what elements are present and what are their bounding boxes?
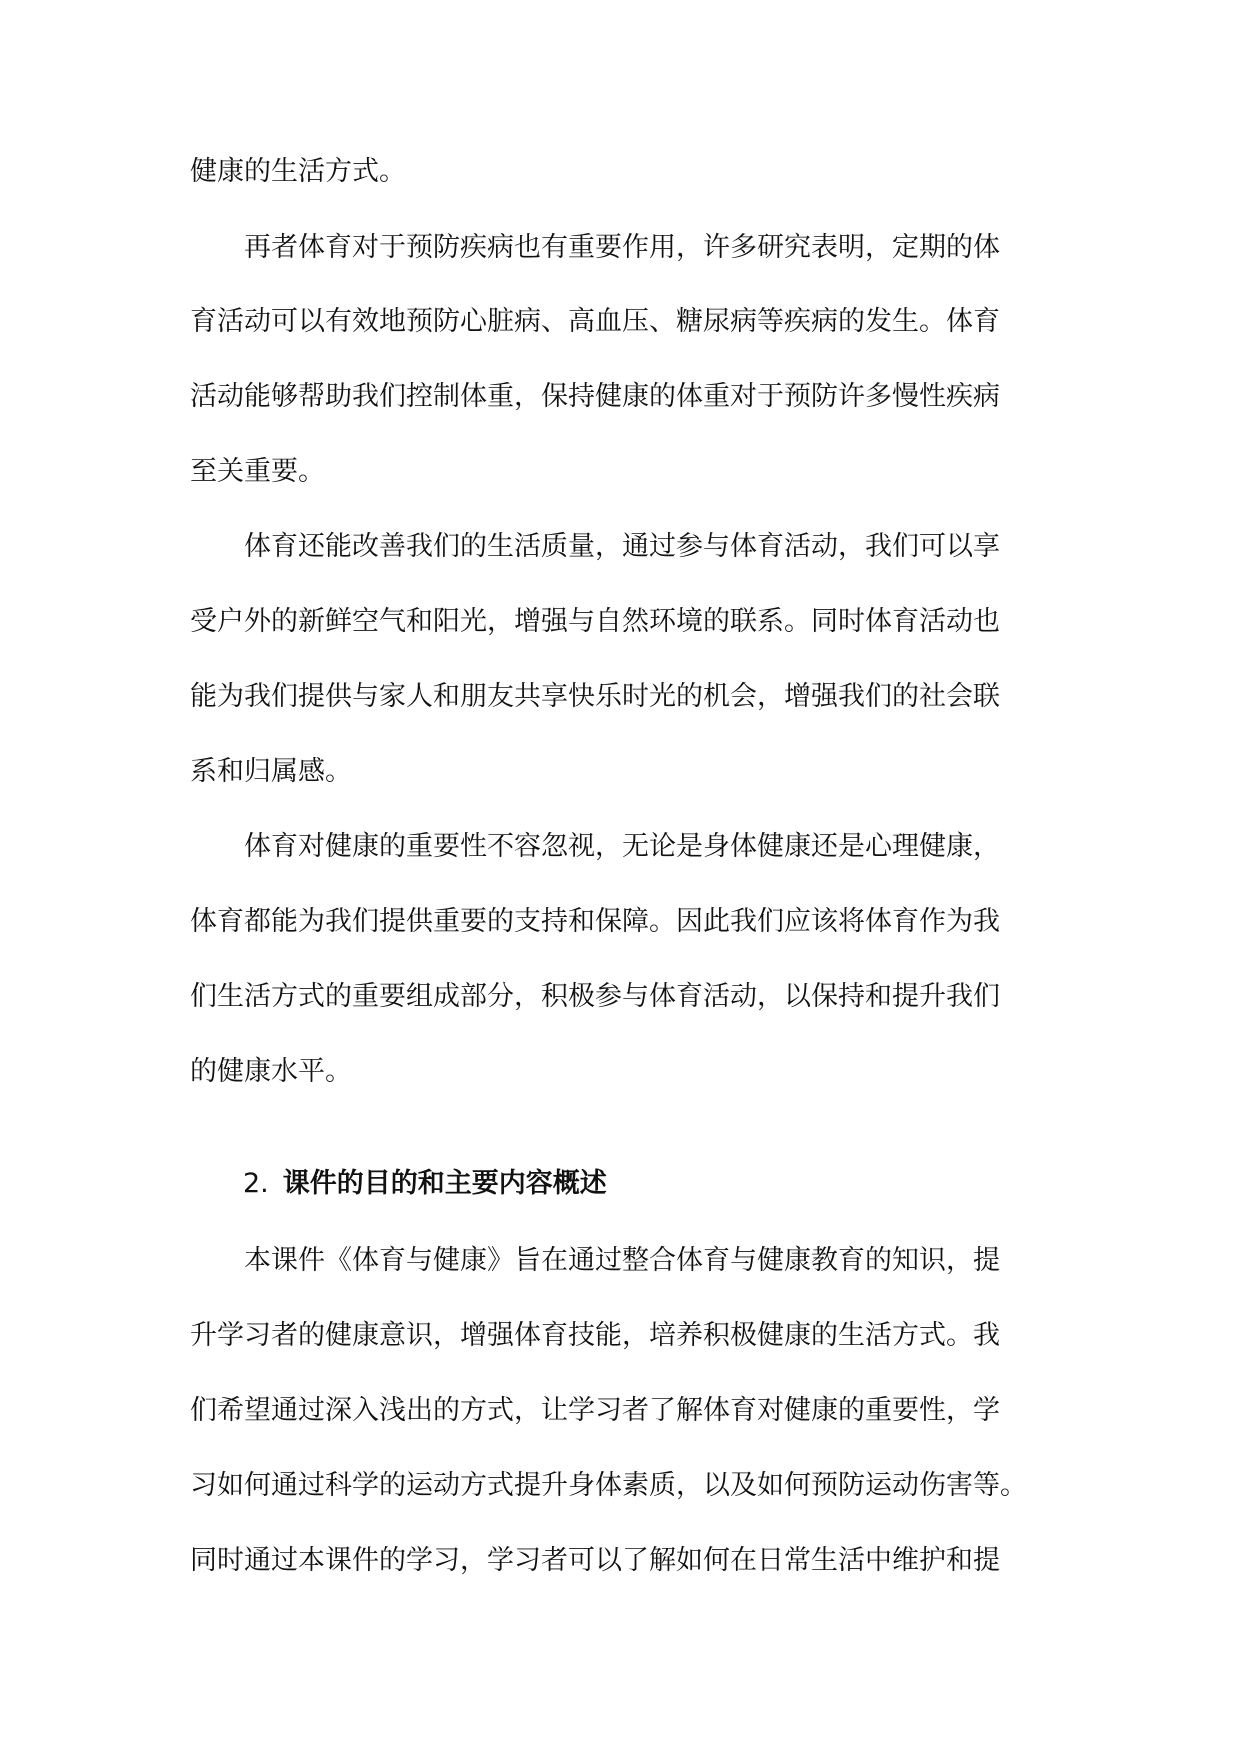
- text-line: 的健康水平。: [190, 1056, 352, 1087]
- text-line: 系和归属感。: [190, 756, 352, 787]
- text-line: 同时通过本课件的学习，学习者可以了解如何在日常生活中维护和提: [190, 1545, 1000, 1576]
- text-line: 活动能够帮助我们控制体重，保持健康的体重对于预防许多慢性疾病: [190, 381, 1000, 412]
- text-line: 能为我们提供与家人和朋友共享快乐时光的机会，增强我们的社会联: [190, 681, 1000, 712]
- text-line: 体育都能为我们提供重要的支持和保障。因此我们应该将体育作为我: [190, 906, 1000, 937]
- text-line: 育活动可以有效地预防心脏病、高血压、糖尿病等疾病的发生。体育: [190, 306, 1000, 337]
- text-line: 本课件《体育与健康》旨在通过整合体育与健康教育的知识，提: [190, 1245, 1000, 1276]
- text-line: 们希望通过深入浅出的方式，让学习者了解体育对健康的重要性，学: [190, 1395, 1000, 1426]
- text-line: 体育还能改善我们的生活质量，通过参与体育活动，我们可以享: [190, 531, 1000, 562]
- text-line: 受户外的新鲜空气和阳光，增强与自然环境的联系。同时体育活动也: [190, 606, 1000, 637]
- text-line: 们生活方式的重要组成部分，积极参与体育活动，以保持和提升我们: [190, 981, 1000, 1012]
- text-line: 健康的生活方式。: [190, 156, 406, 187]
- text-line: 升学习者的健康意识，增强体育技能，培养积极健康的生活方式。我: [190, 1320, 1000, 1351]
- section-heading: [243, 1166, 607, 1202]
- section-number: 2.: [243, 1168, 269, 1199]
- section-title: 课件的目的和主要内容概述: [282, 1168, 607, 1199]
- text-line: 至关重要。: [190, 456, 325, 487]
- text-line: 体育对健康的重要性不容忽视，无论是身体健康还是心理健康，: [190, 831, 1000, 862]
- text-line: 习如何通过科学的运动方式提升身体素质，以及如何预防运动伤害等。: [190, 1470, 1027, 1501]
- text-line: 再者体育对于预防疾病也有重要作用，许多研究表明，定期的体: [190, 232, 1000, 263]
